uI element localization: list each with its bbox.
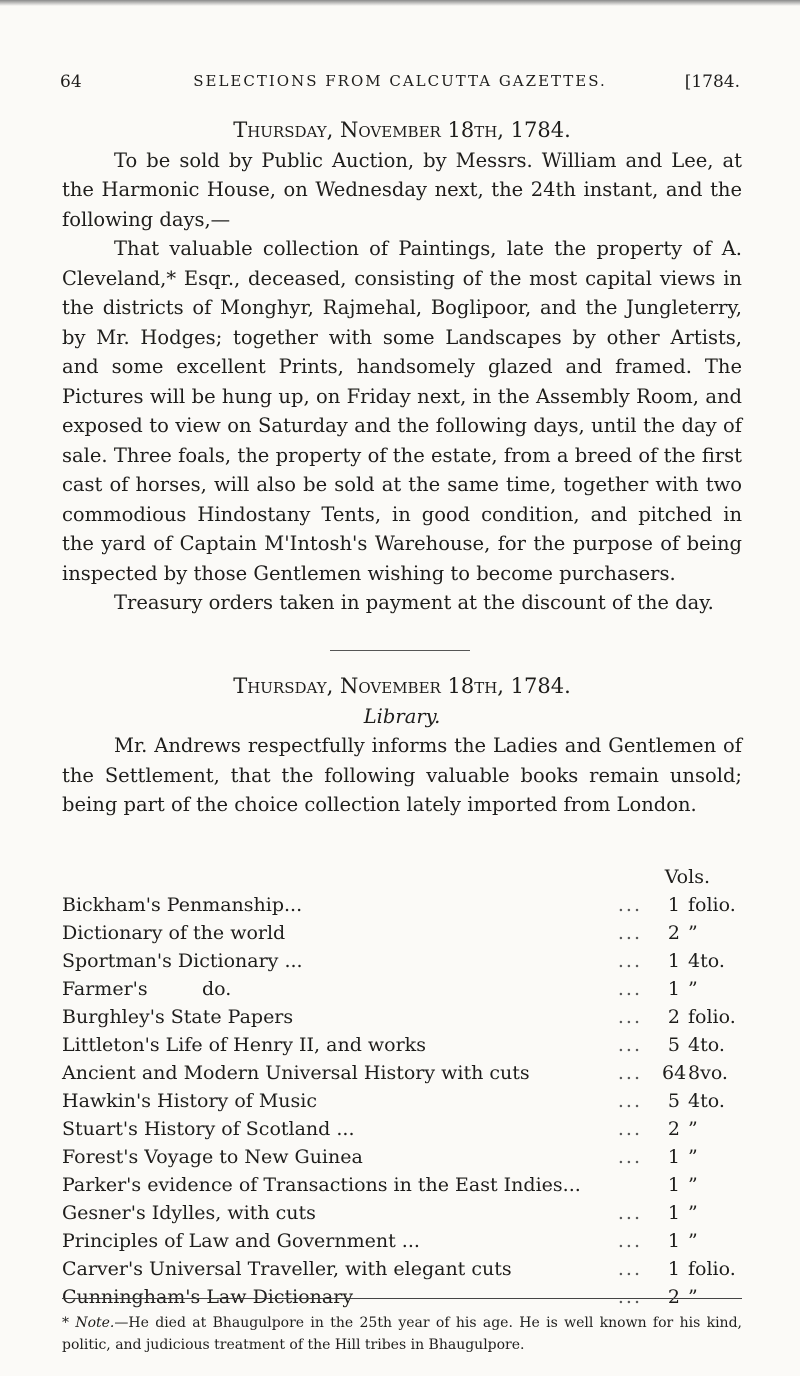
footnote — [62, 1312, 742, 1356]
book-row — [62, 978, 742, 1006]
vols-column-header: Vols. — [664, 866, 710, 888]
book-title: Sportman's Dictionary ... — [62, 950, 303, 972]
book-row — [62, 922, 742, 950]
notice-paragraph: Mr. Andrews respectfully informs the Ladies and Gentlemen of the Settlement, that the following valuable books remain unsold; being part of the choice collection lately imported from London. — [62, 734, 742, 816]
auction-notice — [62, 116, 742, 618]
book-vols: 1 — [667, 978, 680, 1000]
book-vols: 2 — [667, 1286, 680, 1308]
book-row — [62, 1258, 742, 1286]
book-vols: 2 — [667, 922, 680, 944]
book-title: Gesner's Idylles, with cuts — [62, 1202, 316, 1224]
book-row — [62, 894, 742, 922]
leader-dots: ... — [617, 1118, 642, 1140]
notice-paragraph: To be sold by Public Auction, by Messrs. William and Lee, at the Harmonic House, on Wednesday next, the 24th instant, and the following days,— — [62, 148, 742, 231]
book-title: Dictionary of the world — [62, 922, 286, 944]
page-top-edge — [0, 0, 800, 6]
book-format: 4to. — [688, 1090, 725, 1112]
leader-dots: ... — [617, 922, 642, 944]
running-title: SELECTIONS FROM CALCUTTA GAZETTES. — [193, 72, 607, 90]
book-format: ” — [688, 922, 698, 944]
book-title: Farmer's do. — [62, 978, 232, 1000]
footnote-rule — [62, 1298, 742, 1299]
notice-date: Thursday, November 18th, 1784. — [233, 674, 571, 698]
book-title: Parker's evidence of Transactions in the East Indies... — [62, 1174, 581, 1196]
book-vols: 5 — [667, 1034, 680, 1056]
leader-dots: ... — [617, 1286, 642, 1308]
leader-dots: ... — [617, 1062, 642, 1084]
leader-dots: ... — [617, 1258, 642, 1280]
header-year: [1784. — [684, 72, 740, 92]
book-format: folio. — [688, 1006, 736, 1028]
book-row — [62, 1174, 742, 1202]
book-format: 4to. — [688, 950, 725, 972]
book-row — [62, 1090, 742, 1118]
book-format: ” — [688, 1118, 698, 1140]
book-title: Cunningham's Law Dictionary — [62, 1286, 354, 1308]
book-title: Forest's Voyage to New Guinea — [62, 1146, 363, 1168]
book-title: Carver's Universal Traveller, with elegant cuts — [62, 1258, 512, 1280]
section-divider — [330, 650, 470, 651]
footnote-text: —He died at Bhaugulpore in the 25th year of his age. He is well known for his kind, politic, and judicious treatment of the Hill tribes in Bhaugulpore. — [62, 1315, 742, 1353]
book-row — [62, 1286, 742, 1314]
book-row — [62, 1062, 742, 1090]
book-vols: 2 — [667, 1118, 680, 1140]
page-number: 64 — [60, 72, 82, 92]
book-row — [62, 950, 742, 978]
book-vols: 1 — [667, 950, 680, 972]
leader-dots: ... — [617, 978, 642, 1000]
leader-dots: ... — [617, 1090, 642, 1112]
book-vols: 5 — [667, 1090, 680, 1112]
book-vols: 1 — [667, 1202, 680, 1224]
book-row — [62, 1146, 742, 1174]
notice-paragraph: That valuable collection of Paintings, late the property of A. Cleveland,* Esqr., deceased, consisting of the most capital views in the districts of Monghyr, Rajmehal, Boglipoor, and the Jungleterry, by Mr. Hodges; together with some Landscapes by other Artists, and some excellent Prints, handsomely glazed and framed. The Pictures will be hung up, on Friday next, in the Assembly Room, and exposed to view on Saturday and the following days, until the day of sale. Three foals, the property of the estate, from a breed of the first cast of horses, will also be sold at the same time, together with two commodious Hindostany Tents, in good condition, and pitched in the yard of Captain M'Intosh's Warehouse, for the purpose of being inspected by those Gentlemen wishing to become purchasers. — [62, 237, 742, 585]
book-row — [62, 1202, 742, 1230]
leader-dots: ... — [617, 1006, 642, 1028]
book-title: Bickham's Penmanship... — [62, 894, 303, 916]
book-vols: 1 — [667, 1230, 680, 1252]
book-format: 4to. — [688, 1034, 725, 1056]
book-format: ” — [688, 978, 698, 1000]
leader-dots: ... — [617, 1034, 642, 1056]
book-format: ” — [688, 1230, 698, 1252]
library-notice — [62, 672, 742, 820]
book-row — [62, 1006, 742, 1034]
book-title: Hawkin's History of Music — [62, 1090, 317, 1112]
notice-subtitle: Library. — [363, 704, 441, 728]
book-vols: 1 — [667, 1174, 680, 1196]
notice-date: Thursday, November 18th, 1784. — [233, 118, 571, 142]
notice-paragraph: Treasury orders taken in payment at the discount of the day. — [114, 591, 714, 614]
leader-dots: ... — [617, 1146, 642, 1168]
book-title: Burghley's State Papers — [62, 1006, 294, 1028]
book-vols: 64 — [662, 1062, 687, 1084]
book-format: ” — [688, 1146, 698, 1168]
book-format: ” — [688, 1174, 698, 1196]
leader-dots: ... — [617, 1230, 642, 1252]
book-title: Stuart's History of Scotland ... — [62, 1118, 355, 1140]
page-header — [60, 72, 740, 102]
book-title: Principles of Law and Government ... — [62, 1230, 420, 1252]
book-format: ” — [688, 1286, 698, 1308]
book-vols: 1 — [667, 1146, 680, 1168]
book-format: folio. — [688, 894, 736, 916]
book-vols: 1 — [667, 894, 680, 916]
leader-dots: ... — [617, 894, 642, 916]
book-row — [62, 1118, 742, 1146]
book-vols: 1 — [667, 1258, 680, 1280]
book-row — [62, 1034, 742, 1062]
book-title: Littleton's Life of Henry II, and works — [62, 1034, 426, 1056]
book-format: 8vo. — [688, 1062, 728, 1084]
book-format: ” — [688, 1202, 698, 1224]
book-vols: 2 — [667, 1006, 680, 1028]
footnote-label: * Note. — [62, 1315, 115, 1331]
book-format: folio. — [688, 1258, 736, 1280]
leader-dots: ... — [617, 950, 642, 972]
leader-dots: ... — [617, 1202, 642, 1224]
book-title: Ancient and Modern Universal History with cuts — [62, 1062, 530, 1084]
book-row — [62, 1230, 742, 1258]
